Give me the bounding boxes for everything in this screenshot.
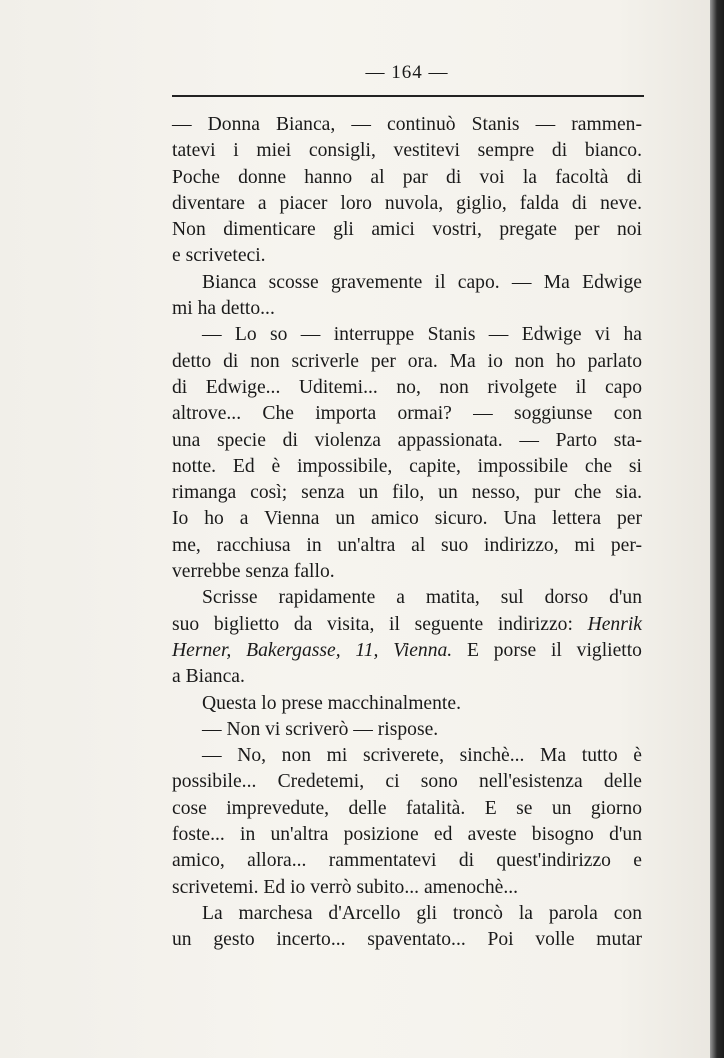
body-text [172,112,642,954]
text-line: — No, non mi scriverete, sinchè... Ma tutto è [202,745,642,767]
page-number: — 164 — [365,62,449,83]
text-line: Poche donne hanno al par di voi la facoltà di [172,166,642,188]
address-italic: Henrik [587,613,642,635]
text-line [172,638,642,664]
text-line: — Lo so — interruppe Stanis — Edwige vi ha [202,324,642,346]
text-line: rimanga così; senza un filo, un nesso, pur che sia. [172,482,642,504]
text-line-part: E porse il viglietto [466,639,642,661]
page-edge-shadow [710,0,724,1058]
text-line: Io ho a Vienna un amico sicuro. Una lettera per [172,508,642,530]
text-line: me, racchiusa in un'altra al suo indirizzo, mi per- [172,534,642,556]
text-line: — Non vi scriverò — rispose. [202,718,439,740]
text-line: e scriveteci. [172,245,266,267]
text-line: — Donna Bianca, — continuò Stanis — rammen- [172,114,642,135]
text-line: una specie di violenza appassionata. — Parto sta- [172,429,642,451]
text-line: a Bianca. [172,666,245,688]
text-line [172,612,642,638]
text-line: tatevi i miei consigli, vestitevi sempre di bianco. [172,140,642,162]
text-line: verrebbe senza fallo. [172,561,335,583]
text-line: cose imprevedute, delle fatalità. E se un giorno [172,797,642,819]
text-line: possibile... Credetemi, ci sono nell'esistenza delle [172,771,642,793]
header-rule [172,95,644,97]
text-line-part: suo biglietto da visita, il seguente indirizzo: [172,613,573,635]
text-line: scrivetemi. Ed io verrò subito... amenochè... [172,876,519,898]
text-line: altrove... Che importa ormai? — soggiunse con [172,403,642,425]
text-line: diventare a piacer loro nuvola, giglio, falda di neve. [172,192,642,214]
text-line: un gesto incerto... spaventato... Poi volle mutar [172,929,642,951]
text-line: Questa lo prese macchinalmente. [202,692,461,714]
text-line: foste... in un'altra posizione ed aveste bisogno d'un [172,824,642,846]
address-italic: Herner, Bakergasse, 11, Vienna. [172,639,453,661]
text-line: mi ha detto... [172,298,275,320]
text-line: Scrisse rapidamente a matita, sul dorso d'un [202,587,642,609]
text-line: amico, allora... rammentatevi di quest'indirizzo e [172,850,642,872]
text-line: Bianca scosse gravemente il capo. — Ma Edwige [202,271,642,293]
text-line: La marchesa d'Arcello gli troncò la parola con [202,902,642,924]
text-line: detto di non scriverle per ora. Ma io non ho parlato [172,350,642,372]
text-line: notte. Ed è impossibile, capite, impossibile che si [172,455,642,477]
text-line: di Edwige... Uditemi... no, non rivolgete il capo [172,376,642,398]
text-line: Non dimenticare gli amici vostri, pregate per noi [172,219,642,241]
